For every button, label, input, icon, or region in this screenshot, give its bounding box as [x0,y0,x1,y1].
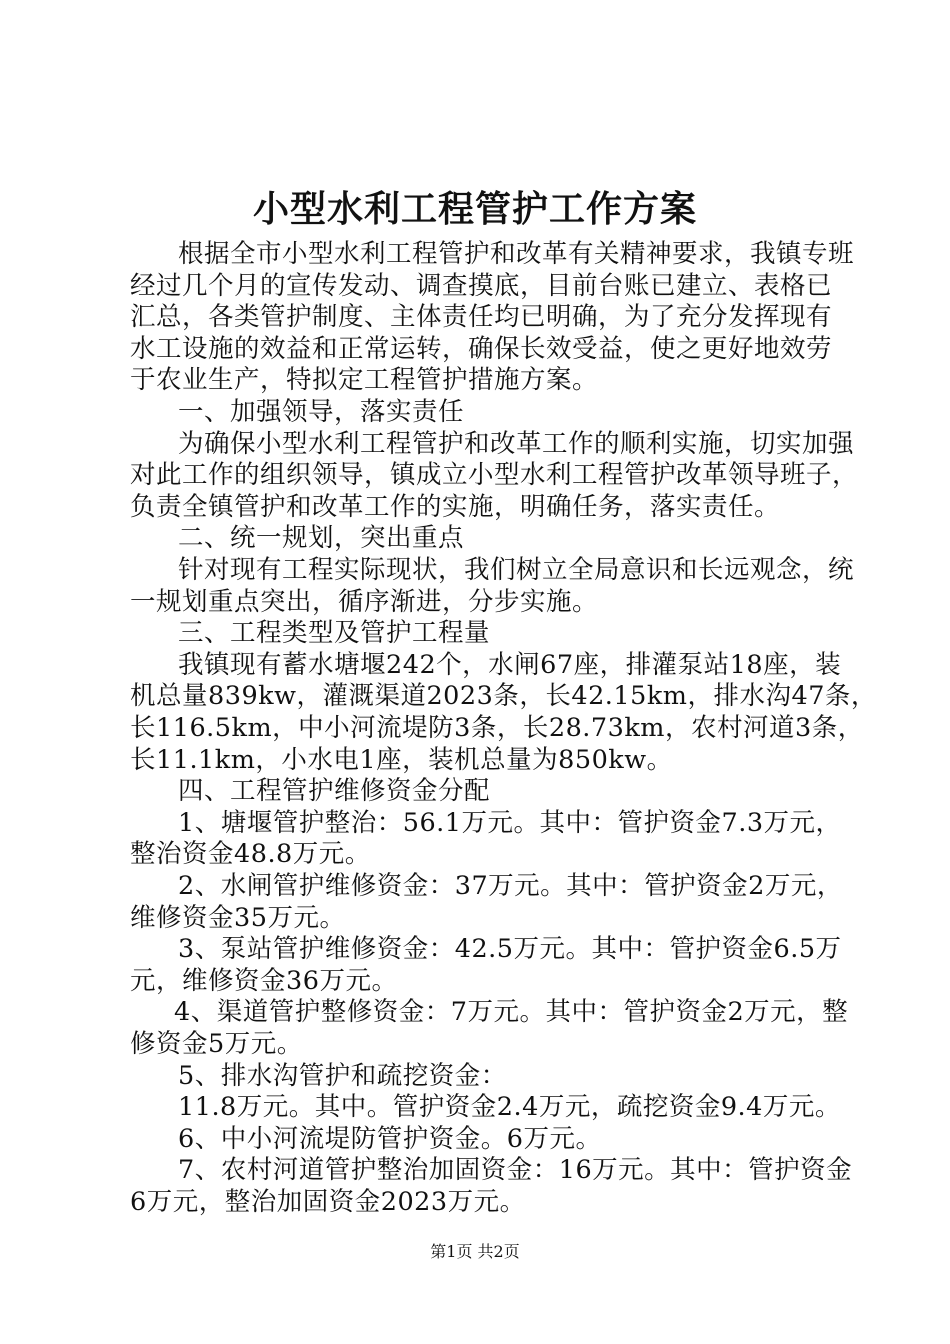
list-item: 3、泵站管护维修资金：42.5万元。其中：管护资金6.5万 [178,934,842,964]
paragraph-line: 根据全市小型水利工程管护和改革有关精神要求，我镇专班 [178,239,855,269]
paragraph-line: 长11.1km，小水电1座，装机总量为850kw。 [130,745,673,775]
paragraph-line: 负责全镇管护和改革工作的实施，明确任务，落实责任。 [130,492,781,522]
list-item: 2、水闸管护维修资金：37万元。其中：管护资金2万元， [178,871,843,901]
list-item-continuation: 元，维修资金36万元。 [130,966,398,996]
section-heading: 四、工程管护维修资金分配 [178,776,491,806]
list-item: 1、塘堰管护整治：56.1万元。其中：管护资金7.3万元， [178,808,842,838]
section-heading: 三、工程类型及管护工程量 [178,618,491,648]
paragraph-line: 水工设施的效益和正常运转，确保长效受益，使之更好地效劳 [130,334,833,364]
list-item-continuation: 维修资金35万元。 [130,903,346,933]
section-heading: 一、加强领导，落实责任 [178,397,465,427]
list-item: 4、渠道管护整修资金：7万元。其中：管护资金2万元，整 [174,997,849,1027]
document-title: 小型水利工程管护工作方案 [252,188,697,230]
paragraph-line: 经过几个月的宣传发动、调查摸底，目前台账已建立、表格已 [130,271,833,301]
list-item: 6、中小河流堤防管护资金。6万元。 [178,1124,602,1154]
list-item-continuation: 修资金5万元。 [130,1029,303,1059]
section-heading: 二、统一规划，突出重点 [178,523,465,553]
paragraph-line: 一规划重点突出，循序渐进，分步实施。 [130,587,599,617]
paragraph-line: 为确保小型水利工程管护和改革工作的顺利实施，切实加强 [178,429,855,459]
paragraph-line: 于农业生产，特拟定工程管护措施方案。 [130,365,599,395]
list-item-continuation: 整治资金48.8万元。 [130,839,371,869]
page-number: 第1页 共2页 [430,1242,520,1261]
list-item: 5、排水沟管护和疏挖资金： [178,1061,507,1091]
paragraph-line: 机总量839kw，灌溉渠道2023条，长42.15km，排水沟47条， [130,681,877,711]
paragraph-line: 长116.5km，中小河流堤防3条，长28.73km，农村河道3条， [130,713,864,743]
paragraph-line: 对此工作的组织领导，镇成立小型水利工程管护改革领导班子， [130,460,859,490]
paragraph-line: 针对现有工程实际现状，我们树立全局意识和长远观念，统 [178,555,855,585]
paragraph-line: 我镇现有蓄水塘堰242个，水闸67座，排灌泵站18座，装 [178,650,842,680]
list-item-continuation: 6万元，整治加固资金2023万元。 [130,1187,526,1217]
list-item: 11.8万元。其中。管护资金2.4万元，疏挖资金9.4万元。 [178,1092,841,1122]
paragraph-line: 汇总，各类管护制度、主体责任均已明确，为了充分发挥现有 [130,302,833,332]
list-item: 7、农村河道管护整治加固资金：16万元。其中：管护资金 [178,1155,853,1185]
